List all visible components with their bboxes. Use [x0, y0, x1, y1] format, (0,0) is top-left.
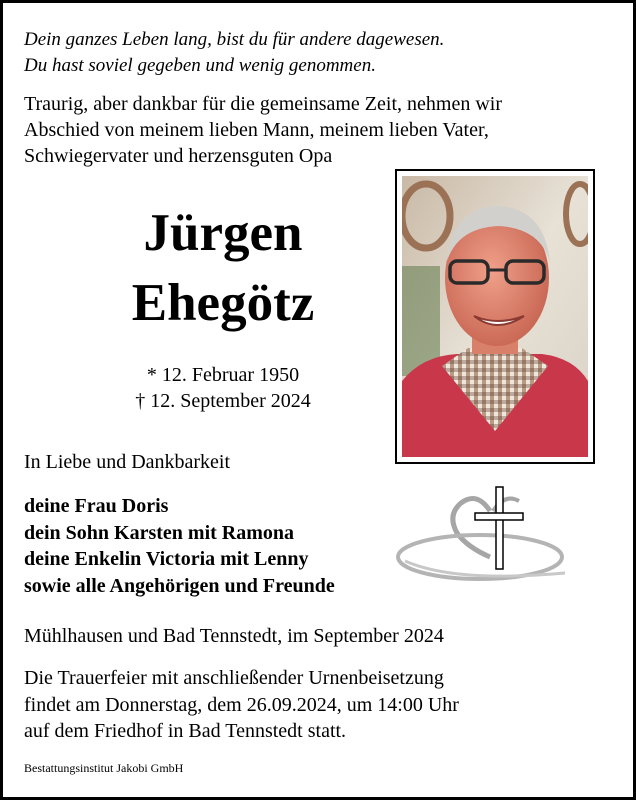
deceased-last-name: Ehegötz [131, 274, 315, 332]
service-line-2: findet am Donnerstag, dem 26.09.2024, um 14:00 Uhr [24, 693, 459, 716]
intro-line-3: Schwiegervater und herzensguten Opa [24, 145, 333, 167]
funeral-service-info [24, 665, 459, 745]
poem-line-2: Du hast soviel gegeben und wenig genommen. [24, 55, 376, 76]
family-list [24, 493, 335, 599]
life-dates [103, 362, 343, 414]
poem-line-1: Dein ganzes Leben lang, bist du für andere dagewesen. [24, 29, 445, 50]
family-member: deine Enkelin Victoria mit Lenny [24, 548, 309, 570]
death-date: † 12. September 2024 [135, 390, 311, 412]
undertaker-name: Bestattungsinstitut Jakobi GmbH [24, 761, 184, 775]
intro-line-2: Abschied von meinem lieben Mann, meinem lieben Vater, [24, 119, 489, 141]
intro-line-1: Traurig, aber dankbar für die gemeinsame Zeit, nehmen wir [24, 93, 502, 115]
family-member: dein Sohn Karsten mit Ramona [24, 521, 295, 544]
service-line-1: Die Trauerfeier mit anschließender Urnenbeisetzung [24, 667, 444, 689]
portrait-image [402, 176, 588, 457]
place-and-date: Mühlhausen und Bad Tennstedt, im September 2024 [24, 625, 444, 647]
cross-heart-icon [395, 481, 569, 591]
intro-text [24, 91, 502, 169]
family-member: sowie alle Angehörigen und Freunde [24, 574, 335, 597]
closing-phrase: In Liebe und Dankbarkeit [24, 451, 231, 473]
service-line-3: auf dem Friedhof in Bad Tennstedt statt. [24, 720, 347, 742]
family-member: deine Frau Doris [24, 495, 169, 517]
birth-date: * 12. Februar 1950 [146, 364, 300, 386]
deceased-first-name: Jürgen [143, 204, 303, 262]
poem-verse [24, 27, 444, 79]
portrait-photo [395, 169, 595, 464]
